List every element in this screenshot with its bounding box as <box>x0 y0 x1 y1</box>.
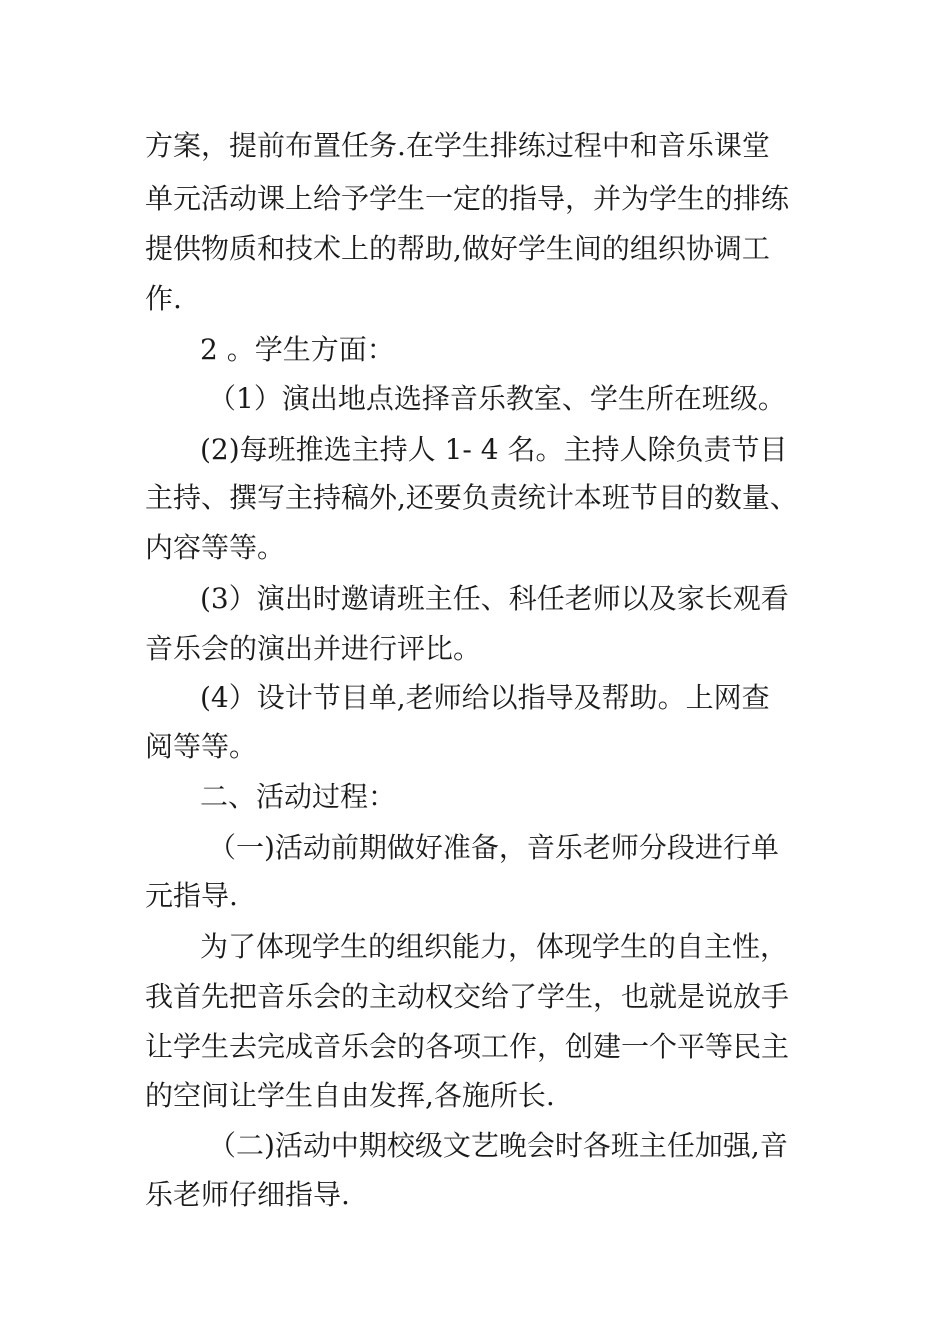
text-line: 乐老师仔细指导. <box>145 1178 350 1211</box>
text-line: 作. <box>145 282 182 315</box>
text-line: 内容等等。 <box>145 531 286 564</box>
text-line: (4）设计节目单,老师给以指导及帮助。上网查 <box>200 681 770 714</box>
text-line: 单元活动课上给予学生一定的指导，并为学生的排练 <box>145 182 790 215</box>
text-line: 元指导. <box>145 879 238 912</box>
text-line: （1）演出地点选择音乐教室、学生所在班级。 <box>208 382 786 415</box>
text-line: (3）演出时邀请班主任、科任老师以及家长观看 <box>200 582 789 615</box>
text-line: 为了体现学生的组织能力，体现学生的自主性， <box>200 930 789 963</box>
text-line: 阅等等。 <box>145 730 258 763</box>
text-line: 音乐会的演出并进行评比。 <box>145 632 482 665</box>
text-line: 提供物质和技术上的帮助,做好学生间的组织协调工 <box>145 232 770 265</box>
text-line: 方案，提前布置任务.在学生排练过程中和音乐课堂 <box>145 129 770 162</box>
text-line: 我首先把音乐会的主动权交给了学生，也就是说放手 <box>145 980 790 1013</box>
text-line: 二、活动过程： <box>200 780 397 813</box>
text-line: （二)活动中期校级文艺晚会时各班主任加强,音 <box>208 1129 788 1162</box>
text-line: 2 。学生方面： <box>200 333 395 366</box>
text-line: (2)每班推选主持人 1- 4 名。主持人除负责节目 <box>200 433 788 466</box>
text-line: 让学生去完成音乐会的各项工作，创建一个平等民主 <box>145 1030 790 1063</box>
text-line: 主持、撰写主持稿外,还要负责统计本班节目的数量、 <box>145 481 798 514</box>
text-line: 的空间让学生自由发挥,各施所长. <box>145 1079 555 1112</box>
text-line: （一)活动前期做好准备，音乐老师分段进行单 <box>208 831 779 864</box>
